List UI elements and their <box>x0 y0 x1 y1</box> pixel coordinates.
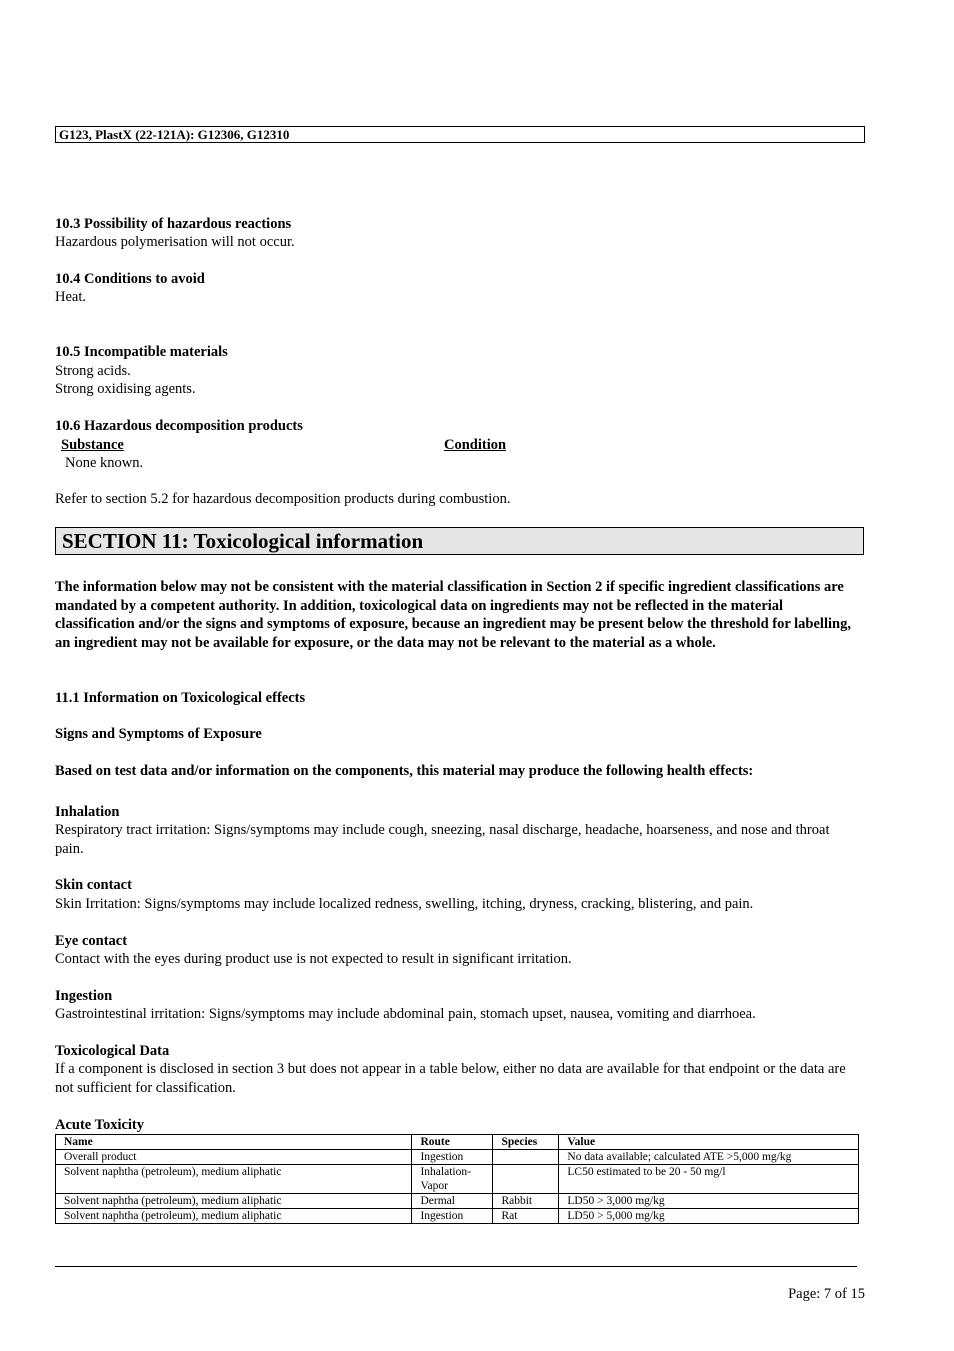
footer-divider <box>55 1266 857 1267</box>
text-10-4: Heat. <box>55 289 86 305</box>
cell-name: Solvent naphtha (petroleum), medium aliphatic <box>56 1209 412 1224</box>
cell-name: Overall product <box>56 1150 412 1165</box>
cell-route: Ingestion <box>412 1150 493 1165</box>
section-11-title: SECTION 11: Toxicological information <box>55 527 864 555</box>
header-value: Value <box>559 1135 859 1150</box>
text-toxicological-data: If a component is disclosed in section 3 but does not appear in a table below, either no data are available for that endpoint or the data are not sufficient for classification. <box>55 1061 846 1096</box>
heading-toxicological-data: Toxicological Data <box>55 1043 170 1059</box>
cell-route: Ingestion <box>412 1209 493 1224</box>
section-11-intro: The information below may not be consistent with the material classification in Section 2 if specific ingredient classifications are mandated by a competent authority. In addition, toxicological data on ingredients may not be reflected in the material classification and/or the signs and symptoms of exposure, because an ingredient may be present below the threshold for labelling, an ingredient may not be available for exposure, or the data may not be relevant to the material as a whole. <box>55 579 851 651</box>
heading-signs-symptoms: Signs and Symptoms of Exposure <box>55 726 262 742</box>
heading-11-1: 11.1 Information on Toxicological effects <box>55 690 306 706</box>
table-row <box>56 1165 859 1194</box>
heading-10-6: 10.6 Hazardous decomposition products <box>55 418 303 434</box>
document-header: G123, PlastX (22-121A): G12306, G12310 <box>55 126 865 143</box>
heading-ingestion: Ingestion <box>55 988 113 1004</box>
text-10-5-line1: Strong acids. <box>55 363 131 379</box>
cell-value: No data available; calculated ATE >5,000 mg/kg <box>559 1150 859 1165</box>
text-10-5-line2: Strong oxidising agents. <box>55 381 196 397</box>
cell-route: Dermal <box>412 1194 493 1209</box>
text-eye-contact: Contact with the eyes during product use is not expected to result in significant irritation. <box>55 951 572 967</box>
cell-species <box>493 1165 559 1194</box>
column-condition: Condition <box>444 437 507 453</box>
cell-name: Solvent naphtha (petroleum), medium aliphatic <box>56 1165 412 1194</box>
cell-value: LD50 > 3,000 mg/kg <box>559 1194 859 1209</box>
heading-skin-contact: Skin contact <box>55 877 132 893</box>
cell-route: Inhalation-Vapor <box>412 1165 493 1194</box>
text-based-on: Based on test data and/or information on the components, this material may produce the following health effects: <box>55 763 754 779</box>
heading-10-3: 10.3 Possibility of hazardous reactions <box>55 216 292 232</box>
cell-name: Solvent naphtha (petroleum), medium aliphatic <box>56 1194 412 1209</box>
cell-species <box>493 1150 559 1165</box>
substance-value: None known. <box>65 455 144 471</box>
text-inhalation: Respiratory tract irritation: Signs/symptoms may include cough, sneezing, nasal discharge, headache, hoarseness, and nose and throat pain. <box>55 822 830 857</box>
text-10-3: Hazardous polymerisation will not occur. <box>55 234 295 250</box>
acute-toxicity-table <box>55 1134 859 1224</box>
heading-eye-contact: Eye contact <box>55 933 128 949</box>
heading-10-5: 10.5 Incompatible materials <box>55 344 228 360</box>
text-10-6-note: Refer to section 5.2 for hazardous decomposition products during combustion. <box>55 491 511 507</box>
table-row <box>56 1209 859 1224</box>
heading-inhalation: Inhalation <box>55 804 120 820</box>
cell-species: Rat <box>493 1209 559 1224</box>
header-species: Species <box>493 1135 559 1150</box>
cell-value: LC50 estimated to be 20 - 50 mg/l <box>559 1165 859 1194</box>
column-substance: Substance <box>61 437 124 453</box>
text-ingestion: Gastrointestinal irritation: Signs/symptoms may include abdominal pain, stomach upset, nausea, vomiting and diarrhoea. <box>55 1006 756 1022</box>
heading-10-4: 10.4 Conditions to avoid <box>55 271 205 287</box>
table-row <box>56 1194 859 1209</box>
text-skin-contact: Skin Irritation: Signs/symptoms may include localized redness, swelling, itching, dryness, cracking, blistering, and pain. <box>55 896 754 912</box>
heading-acute-toxicity: Acute Toxicity <box>55 1117 145 1133</box>
cell-species: Rabbit <box>493 1194 559 1209</box>
header-name: Name <box>56 1135 412 1150</box>
cell-value: LD50 > 5,000 mg/kg <box>559 1209 859 1224</box>
table-row <box>56 1150 859 1165</box>
header-route: Route <box>412 1135 493 1150</box>
page-number: Page: 7 of 15 <box>788 1286 865 1302</box>
table-header-row <box>56 1135 859 1150</box>
